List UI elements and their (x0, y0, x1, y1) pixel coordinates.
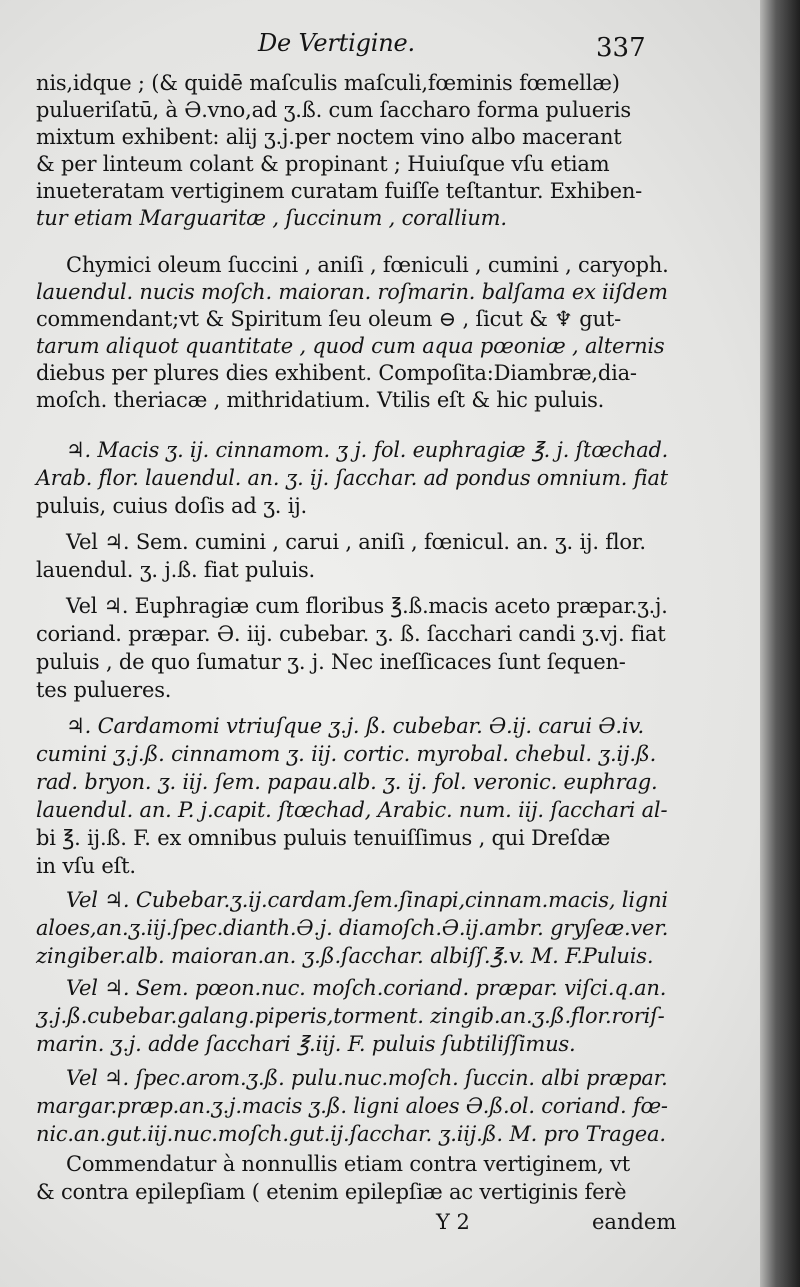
text-line: puluis, cuius doſis ad ʒ. ij. (36, 494, 308, 518)
text-line: Vel ♃. Sem. cumini , carui , aniſi , fœnicul. an. ʒ. ij. flor. (66, 530, 646, 554)
text-line: pulueriſatū, à Ə.vno,ad ʒ.ß. cum ſaccharo forma pulueris (36, 98, 631, 122)
text-line: tarum aliquot quantitate , quod cum aqua pœoniæ , alternis (36, 334, 665, 358)
text-line: bi ℥. ij.ß. F. ex omnibus puluis tenuiſſimus , qui Dreſdæ (36, 826, 611, 850)
text-line: & contra epilepſiam ( etenim epilepſiæ ac vertiginis ferè (36, 1180, 627, 1204)
running-header: De Vertigine. (258, 29, 415, 57)
text-line: in vſu eſt. (36, 854, 136, 878)
text-line: puluis , de quo ſumatur ʒ. j. Nec ineſſicaces ſunt ſequen- (36, 650, 626, 674)
text-line: ♃. Macis ʒ. ij. cinnamom. ʒ j. fol. euphragiæ ℥. j. ſtœchad. (66, 438, 669, 462)
text-line: Vel ♃. Cubebar.ʒ.ij.cardam.ſem.ſinapi,cinnam.macis, ligni (66, 888, 668, 912)
text-line: commendant;vt & Spiritum ſeu oleum ⊖ , ſicut & ♆ gut- (36, 307, 621, 331)
text-line: Vel ♃. ſpec.arom.ʒ.ß. pulu.nuc.moſch. ſuccin. albi præpar. (66, 1066, 668, 1090)
text-line: Vel ♃. Euphragiæ cum floribus ℥.ß.macis aceto præpar.ʒ.j. (66, 594, 668, 618)
signature-mark: Y 2 (436, 1210, 470, 1234)
text-line: mixtum exhibent: alij ʒ.j.per noctem vino albo macerant (36, 125, 622, 149)
text-line: & per linteum colant & propinant ; Huiuſque vſu etiam (36, 152, 610, 176)
text-line: ♃. Cardamomi vtriuſque ʒ.j. ß. cubebar. Ə.ij. carui Ə.iv. (66, 714, 644, 738)
text-line: rad. bryon. ʒ. iij. ſem. papau.alb. ʒ. ij. fol. veronic. euphrag. (36, 770, 658, 794)
page-number: 337 (596, 33, 646, 63)
text-line: ʒ.j.ß.cubebar.galang.piperis,torment. zingib.an.ʒ.ß.flor.roriſ- (36, 1004, 665, 1028)
text-line: coriand. præpar. Ə. iij. cubebar. ʒ. ß. ſacchari candi ʒ.vj. fiat (36, 622, 666, 646)
text-line: lauendul. ʒ. j.ß. fiat puluis. (36, 558, 316, 582)
text-line: tes pulueres. (36, 678, 172, 702)
text-line: aloes,an.ʒ.iij.ſpec.dianth.Ə.j. diamoſch.Ə.ij.ambr. gryſeæ.ver. (36, 916, 669, 940)
catchword: eandem (592, 1210, 677, 1234)
text-line: margar.præp.an.ʒ.j.macis ʒ.ß. ligni aloes Ə.ß.ol. coriand. fœ- (36, 1094, 668, 1118)
text-line: Chymici oleum ſuccini , aniſi , fœniculi , cumini , caryoph. (66, 253, 669, 277)
text-line: lauendul. an. P. j.capit. ſtœchad, Arabic. num. iij. ſacchari al- (36, 798, 668, 822)
page-edge-shadow (760, 0, 800, 1287)
text-line: Vel ♃. Sem. pœon.nuc. moſch.coriand. præpar. viſci.q.an. (66, 976, 667, 1000)
text-line: nic.an.gut.iij.nuc.moſch.gut.ij.ſacchar. ʒ.iij.ß. M. pro Tragea. (36, 1122, 666, 1146)
text-line: nis,idque ; (& quidē maſculis maſculi,fœminis fœmellæ) (36, 71, 620, 95)
text-line: inueteratam vertiginem curatam fuiſſe teſtantur. Exhiben- (36, 179, 643, 203)
text-line: cumini ʒ.j.ß. cinnamom ʒ. iij. cortic. myrobal. chebul. ʒ.ij.ß. (36, 742, 657, 766)
text-line: Arab. flor. lauendul. an. ʒ. ij. ſacchar. ad pondus omnium. fiat (36, 466, 668, 490)
text-line: zingiber.alb. maioran.an. ʒ.ß.ſacchar. albiſſ.℥.v. M. F.Puluis. (36, 944, 654, 968)
text-line: moſch. theriacæ , mithridatium. Vtilis eſt & hic puluis. (36, 388, 605, 412)
text-line: tur etiam Marguaritæ , ſuccinum , corallium. (36, 206, 507, 230)
text-line: marin. ʒ.j. adde ſacchari ℥.iij. F. puluis ſubtiliſſimus. (36, 1032, 576, 1056)
text-line: lauendul. nucis moſch. maioran. roſmarin. balſama ex iiſdem (36, 280, 668, 304)
text-line: diebus per plures dies exhibent. Compoſita:Diambræ,dia- (36, 361, 637, 385)
text-line: Commendatur à nonnullis etiam contra vertiginem, vt (66, 1152, 630, 1176)
